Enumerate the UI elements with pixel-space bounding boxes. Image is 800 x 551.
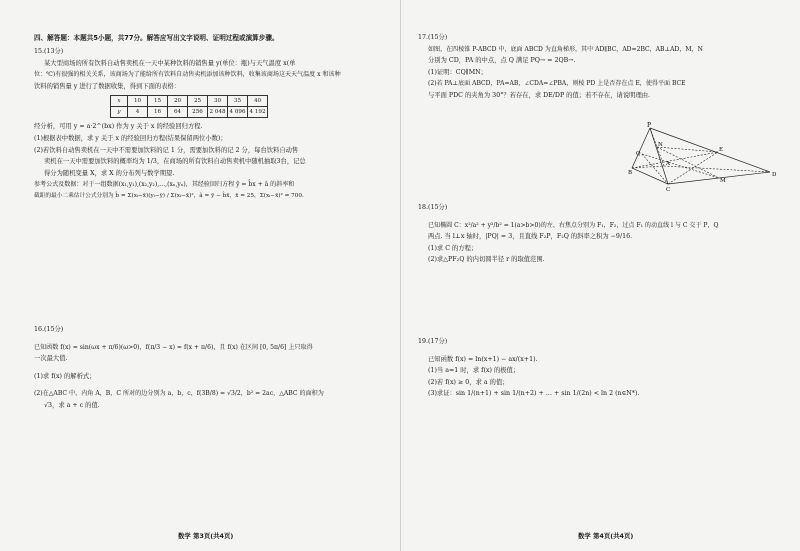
q15-intro-2: 位：℃)有很强的相关关系，该商场为了能给所有饮料自动售卖机添加该种饮料，收集该商场这天天气温度 x 和该种 <box>34 71 341 79</box>
q15-number: 15.(13分) <box>34 48 64 55</box>
q15-model: 经分析，可用 y = a·2^(bx) 作为 y 关于 x 的经验回归方程. <box>34 123 203 131</box>
q17-part1: (1)证明：CQ∥MN； <box>428 68 487 76</box>
label-d: D <box>772 172 777 178</box>
q19-line-1: 已知函数 f(x) = ln(x+1) − ax/(x+1). <box>428 355 538 363</box>
section-header: 四、解答题：本题共5小题，共77分。解答应写出文字说明、证明过程或演算步骤。 <box>34 34 279 42</box>
question-15 <box>34 46 386 203</box>
table-cell: 10 <box>128 96 148 107</box>
q16-number: 16.(15分) <box>34 326 64 333</box>
q17-line-2: 分别为 CD，PA 的中点，点 Q 满足 PQ→ = 2QB→. <box>428 57 576 65</box>
q15-part2-2: 卖机在一天中需要加饮料的概率均为 1/3，在商场的所有饮料自动售卖机中随机抽取3台，记总 <box>44 158 306 166</box>
question-18 <box>418 202 784 266</box>
table-cell: 4 096 <box>228 107 248 118</box>
q15-part2-1: (2)若饮料自动售卖机在一天中不需要加饮料的记 1 分，需要加饮料的记 2 分，每台饮料自动售 <box>34 146 299 154</box>
table-cell: 4 <box>128 107 148 118</box>
label-a: A <box>666 161 670 167</box>
q15-ref-1: 参考公式及数据：对于一组数据(x₁,y₁),(x₂,y₂),…,(xₙ,yₙ)，其经验回归方程 ŷ = b̂x + â 的斜率和 <box>34 181 295 189</box>
q15-part2-3: 得分为随机变量 X，求 X 的分布列与数学期望. <box>44 169 175 177</box>
q15-intro-3: 饮料的销售量 y 进行了数据收集，得到下面的表格： <box>34 82 181 90</box>
q18-line-1: 已知椭圆 C：x²/a² + y²/b² = 1(a>b>0)的左、右焦点分别为 F₁，F₂，过点 F₁ 的动直线 l 与 C 交于 P，Q <box>428 221 719 229</box>
q15-part1: (1)根据表中数据，求 y 关于 x 的经验回归方程(结果保留两位小数)； <box>34 134 227 142</box>
q16-line-2: 一次最大值. <box>34 355 68 363</box>
q19-part2: (2)若 f(x) ≥ 0，求 a 的值； <box>428 378 509 386</box>
q18-number: 18.(15分) <box>418 204 448 211</box>
table-cell: 16 <box>148 107 168 118</box>
q17-part2-1: (2)若 PA⊥底面 ABCD，PA=AB，∠CDA=∠PBA，则棱 PD 上是否存在点 E，使得平面 BCE <box>428 80 686 88</box>
question-16 <box>34 324 386 412</box>
table-cell: 64 <box>168 107 188 118</box>
table-header-x: x <box>111 96 128 107</box>
table-row-y <box>111 107 268 118</box>
table-header-y: y <box>111 107 128 118</box>
question-19 <box>418 336 784 400</box>
q17-number: 17.(15分) <box>418 34 448 41</box>
q17-line-1: 如图，在四棱锥 P-ABCD 中，底面 ABCD 为直角梯形，其中 AD∥BC，AD=2BC，AB⊥AD，M，N <box>428 45 703 53</box>
q15-intro-1: 某大型商场的所有饮料自动售卖机在一天中某种饮料的销售量 y(单位：瓶)与天气温度 x(单 <box>44 59 296 67</box>
q17-part2-2: 与平面 PDC 的夹角为 30°？若存在，求 DE/DP 的值；若不存在，请说明理由. <box>428 91 651 99</box>
label-q: Q <box>636 151 641 157</box>
q15-ref-2: 截距的最小二乘估计公式分别为 b̂ = Σ(xᵢ−x̄)(yᵢ−ȳ) / Σ(xᵢ−x̄)²，â = ȳ − b̂x̄，x̄ = 25，Σ(xᵢ−x̄)² = 700. <box>34 192 304 199</box>
footer-left: 数学 第3页(共4页) <box>178 532 234 540</box>
table-cell: 35 <box>228 96 248 107</box>
pyramid-figure <box>628 122 780 193</box>
table-cell: 4 192 <box>248 107 268 118</box>
label-n: N <box>658 142 663 148</box>
table-row-x <box>111 96 268 107</box>
label-e: E <box>719 147 724 153</box>
table-cell: 15 <box>148 96 168 107</box>
table-cell: 256 <box>188 107 208 118</box>
table-cell: 2 048 <box>208 107 228 118</box>
q16-part2-1: (2)在△ABC 中，内角 A，B，C 所对的边分别为 a，b，c，f(3B/8) = √3/2，b² = 2ac，△ABC 的面积为 <box>34 390 324 398</box>
table-cell: 20 <box>168 96 188 107</box>
q18-part1: (1)求 C 的方程； <box>428 244 478 252</box>
q16-part2-2: √3，求 a + c 的值. <box>44 401 100 409</box>
table-cell: 25 <box>188 96 208 107</box>
page-divider <box>400 0 401 551</box>
label-b: B <box>628 170 633 176</box>
q18-part2: (2)求△PF₂Q 的内切圆半径 r 的取值范围. <box>428 256 545 264</box>
label-p: P <box>647 122 652 129</box>
q16-line-1: 已知函数 f(x) = sin(ωx + π/6)(ω>0)，f(π/3 − x) = f(x + π/6)，且 f(x) 在区间 [0, 5π/6] 上只取得 <box>34 343 313 351</box>
q19-part1: (1)当 a=1 时，求 f(x) 的极值； <box>428 367 520 375</box>
q19-part3: (3)求证：sin 1/(n+1) + sin 1/(n+2) + … + sin 1/(2n) < ln 2 (n∈N*). <box>428 390 640 398</box>
question-17 <box>418 32 784 102</box>
q19-number: 19.(17分) <box>418 338 448 345</box>
q18-line-2: 两点. 当 l⊥x 轴时，|PQ| = 3，且直线 F₂P，F₂Q 的斜率之积为 −9/16. <box>428 233 633 241</box>
label-c: C <box>666 187 671 193</box>
table-cell: 40 <box>248 96 268 107</box>
table-cell: 30 <box>208 96 228 107</box>
q16-part1: (1)求 f(x) 的解析式； <box>34 372 96 380</box>
data-table <box>110 95 268 118</box>
label-m: M <box>720 178 726 184</box>
footer-right: 数学 第4页(共4页) <box>578 532 634 540</box>
